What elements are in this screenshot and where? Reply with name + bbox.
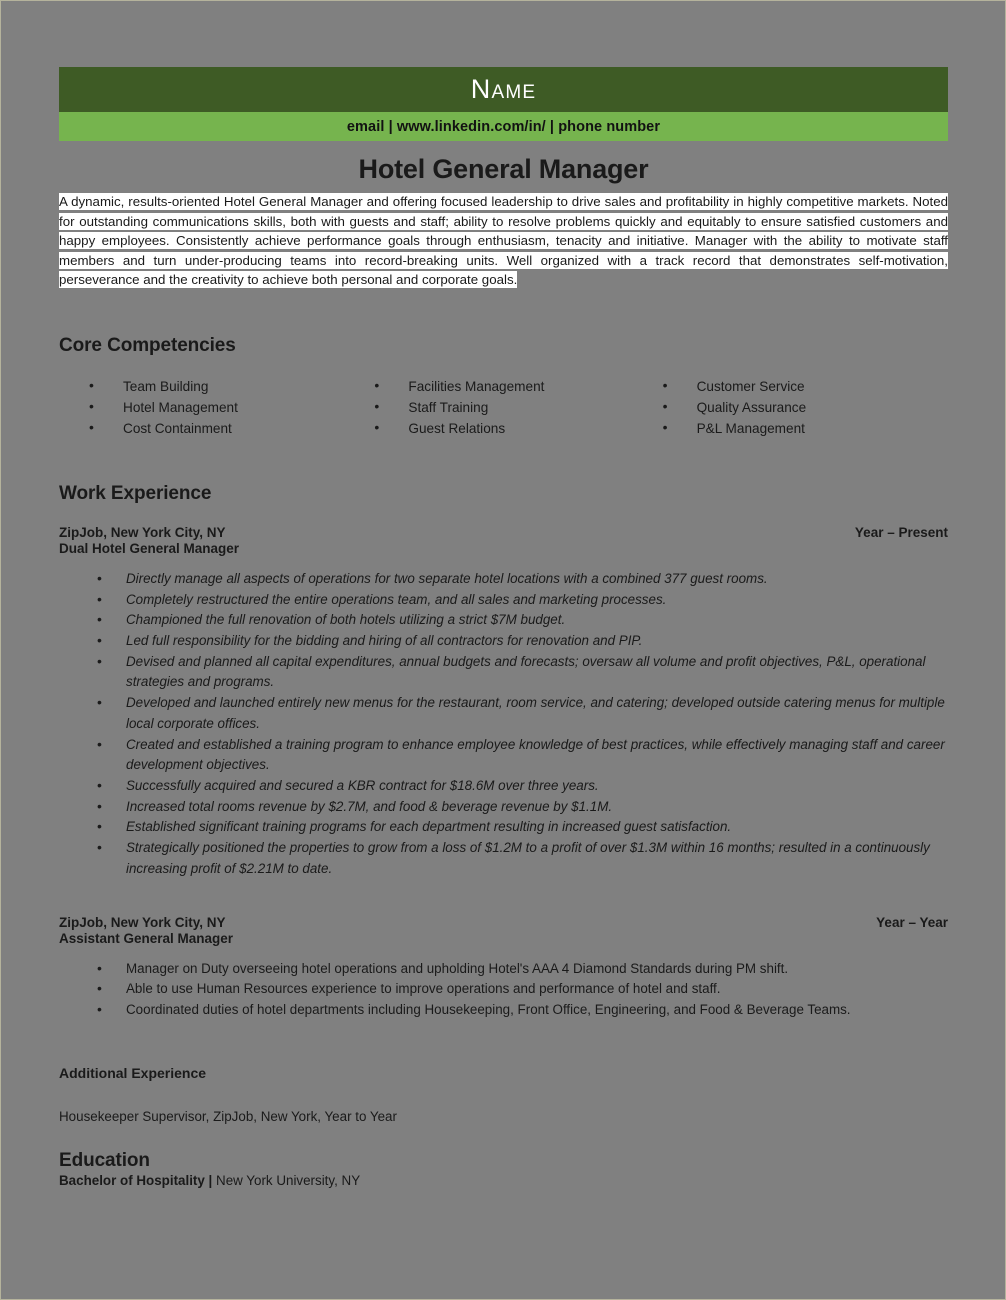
duty-item: • Completely restructured the entire operations team, and all sales and marketing processes. <box>97 590 948 611</box>
competency-column <box>374 376 662 439</box>
section-heading-additional-experience: Additional Experience <box>59 1064 207 1081</box>
professional-summary <box>59 192 948 290</box>
duty-item: • Created and established a training program to enhance employee knowledge of best practices, while effectively managing staff and career development objectives. <box>97 735 948 776</box>
job-dates: Year – Year <box>876 914 948 930</box>
education-entry <box>59 1173 948 1188</box>
competency-item: • Team Building <box>89 376 374 397</box>
duty-item: • Established significant training programs for each department resulting in increased guest satisfaction. <box>97 817 948 838</box>
education-school: New York University, NY <box>212 1172 361 1188</box>
duty-item: • Manager on Duty overseeing hotel operations and upholding Hotel's AAA 4 Diamond Standards during PM shift. <box>97 959 948 980</box>
job-role: Dual Hotel General Manager <box>59 540 240 556</box>
duty-item: • Successfully acquired and secured a KBR contract for $18.6M over three years. <box>97 776 948 797</box>
education-degree: Bachelor of Hospitality | <box>59 1172 213 1188</box>
job-header <box>59 915 948 930</box>
section-heading-core-competencies: Core Competencies <box>59 334 236 356</box>
summary-text: A dynamic, results-oriented Hotel General Manager and offering focused leadership to drive sales and profitability in highly competitive markets. Noted for outstanding communications skills, both with guests and staff; ability to resolve problems quickly and equitably to ensure satisfied customers and happy employees. Consistently achieve performance goals through enthusiasm, tenacity and initiative. Manager with the ability to motivate staff members and turn under-producing teams into record-breaking units. Well organized with a track record that demonstrates self-motivation, perseverance and the creativity to achieve both personal and corporate goals. <box>59 194 948 288</box>
competency-item: • Cost Containment <box>89 418 374 439</box>
duty-item: • Increased total rooms revenue by $2.7M, and food & beverage revenue by $1.1M. <box>97 797 948 818</box>
job-duties-list <box>59 569 948 880</box>
headline-job-title: Hotel General Manager <box>358 154 649 184</box>
competency-item: • Quality Assurance <box>663 397 948 418</box>
competency-item: • P&L Management <box>663 418 948 439</box>
duty-item: • Directly manage all aspects of operations for two separate hotel locations with a combined 377 guest rooms. <box>97 569 948 590</box>
contact-line: email | www.linkedin.com/in/ | phone number <box>346 118 661 135</box>
duty-item: • Devised and planned all capital expenditures, annual budgets and forecasts; oversaw all volume and profit objectives, P&L, operational strategies and programs. <box>97 652 948 693</box>
competency-column <box>89 376 374 439</box>
name-banner <box>59 67 948 112</box>
duty-item: • Strategically positioned the properties to grow from a loss of $1.2M to a profit of over $1.3M within 16 months; resulted in a continuously increasing profit of $2.21M to date. <box>97 838 948 879</box>
competency-item: • Guest Relations <box>374 418 662 439</box>
competency-item: • Staff Training <box>374 397 662 418</box>
duty-item: • Championed the full renovation of both hotels utilizing a strict $7M budget. <box>97 610 948 631</box>
additional-experience-entry: Housekeeper Supervisor, ZipJob, New York, Year to Year <box>59 1108 397 1124</box>
competency-item: • Hotel Management <box>89 397 374 418</box>
job-role: Assistant General Manager <box>59 930 234 946</box>
core-competencies-columns <box>59 376 948 439</box>
competency-item: • Customer Service <box>663 376 948 397</box>
section-heading-work-experience: Work Experience <box>59 482 212 504</box>
duty-item: • Able to use Human Resources experience to improve operations and performance of hotel and staff. <box>97 979 948 1000</box>
job-company: ZipJob, New York City, NY <box>59 914 226 930</box>
job-header <box>59 525 948 540</box>
competency-column <box>663 376 948 439</box>
competency-item: • Facilities Management <box>374 376 662 397</box>
section-heading-education: Education <box>59 1149 150 1171</box>
job-dates: Year – Present <box>854 524 948 540</box>
job-duties-list <box>59 959 948 1021</box>
duty-item: • Developed and launched entirely new menus for the restaurant, room service, and catering; developed outside catering menus for multiple local corporate offices. <box>97 693 948 734</box>
candidate-name: Name <box>470 74 537 104</box>
resume-page <box>1 1 1005 1299</box>
resume-content <box>59 1 948 1188</box>
job-company: ZipJob, New York City, NY <box>59 524 226 540</box>
duty-item: • Led full responsibility for the bidding and hiring of all contractors for renovation and PIP. <box>97 631 948 652</box>
duty-item: • Coordinated duties of hotel departments including Housekeeping, Front Office, Engineering, and Food & Beverage Teams. <box>97 1000 948 1021</box>
contact-banner <box>59 112 948 141</box>
